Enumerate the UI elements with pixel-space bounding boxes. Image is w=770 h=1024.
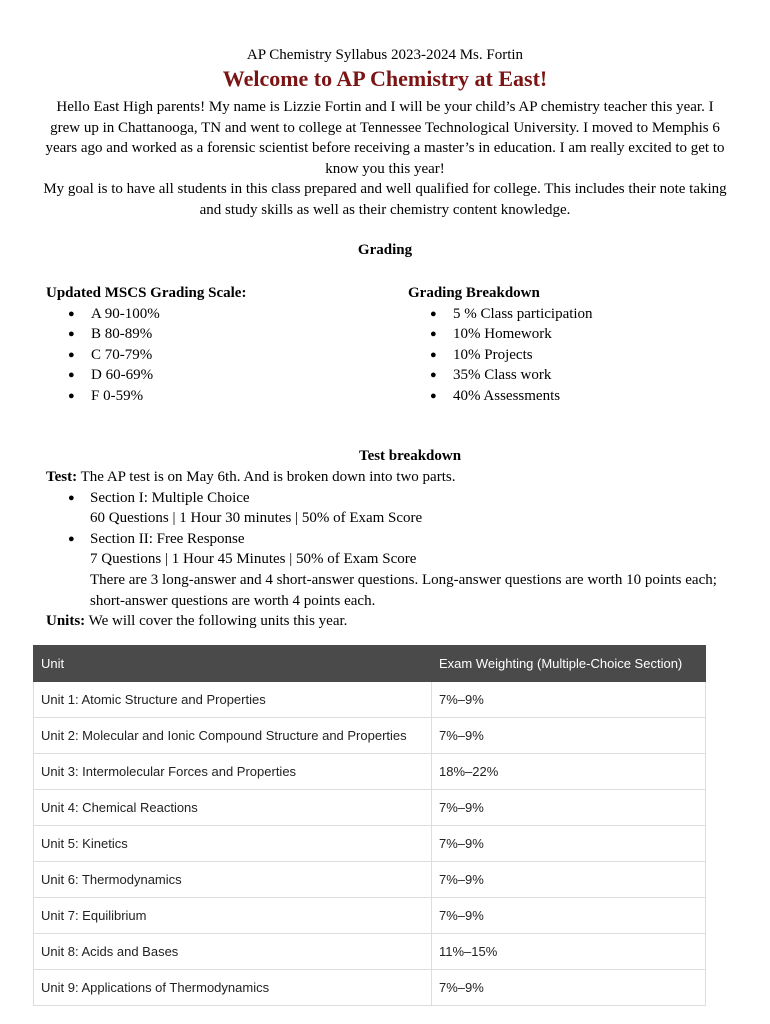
unit-cell: Unit 7: Equilibrium: [34, 898, 432, 934]
weighting-cell: 7%–9%: [432, 970, 706, 1006]
weighting-cell: 7%–9%: [432, 826, 706, 862]
grading-heading: Grading: [357, 242, 413, 258]
list-item: ● 5 % Class participation: [408, 304, 738, 325]
unit-cell: Unit 3: Intermolecular Forces and Properties: [34, 754, 432, 790]
unit-cell: Unit 4: Chemical Reactions: [34, 790, 432, 826]
list-item: ● D 60-69%: [46, 365, 376, 386]
weighting-cell: 11%–15%: [432, 934, 706, 970]
weighting-cell: 18%–22%: [432, 754, 706, 790]
list-item: ● C 70-79%: [46, 345, 376, 366]
grading-breakdown: [408, 283, 738, 407]
test-label: Test:: [46, 469, 78, 485]
column-header-weighting: Exam Weighting (Multiple-Choice Section): [432, 646, 706, 682]
weighting-cell: 7%–9%: [432, 790, 706, 826]
column-header-unit: Unit: [34, 646, 432, 682]
page-title: Welcome to AP Chemistry at East!: [222, 66, 548, 91]
intro-paragraph-1: Hello East High parents! My name is Lizzie Fortin and I will be your child’s AP chemistry teacher this year. I grew up in Chattanooga, TN and went to college at Tennessee Technological University. I moved to Memphis 6 years ago and worked as a forensic scientist before receiving a master’s in education. I am really excited to get to know you this year!: [45, 99, 725, 177]
list-item: ● 35% Class work: [408, 365, 738, 386]
table-row: [34, 826, 706, 862]
test-text: The AP test is on May 6th. And is broken down into two parts.: [77, 469, 456, 485]
units-table: [33, 645, 706, 1006]
unit-cell: Unit 9: Applications of Thermodynamics: [34, 970, 432, 1006]
units-label: Units:: [46, 613, 86, 630]
list-item: ● B 80-89%: [46, 324, 376, 345]
grading-scale-title: Updated MSCS Grading Scale:: [46, 285, 247, 301]
list-item: ● A 90-100%: [46, 304, 376, 325]
header-line: AP Chemistry Syllabus 2023-2024 Ms. Fortin: [246, 47, 524, 63]
grading-breakdown-list: [408, 304, 738, 407]
test-breakdown-heading: Test breakdown: [358, 448, 462, 464]
table-row: [34, 754, 706, 790]
list-item: ● F 0-59%: [46, 386, 376, 407]
table-row: [34, 934, 706, 970]
test-intro: [46, 467, 736, 488]
unit-cell: Unit 2: Molecular and Ionic Compound Structure and Properties: [34, 718, 432, 754]
list-item: ● 10% Homework: [408, 324, 738, 345]
section-2-detail: 7 Questions | 1 Hour 45 Minutes | 50% of Exam Score: [90, 551, 417, 568]
section-1-detail: 60 Questions | 1 Hour 30 minutes | 50% of Exam Score: [90, 510, 423, 527]
weighting-cell: 7%–9%: [432, 862, 706, 898]
unit-cell: Unit 6: Thermodynamics: [34, 862, 432, 898]
grading-scale-list: [46, 304, 376, 407]
table-row: [34, 718, 706, 754]
intro-paragraph-2: My goal is to have all students in this class prepared and well qualified for college. This includes their note taking and study skills as well as their chemistry content knowledge.: [43, 181, 727, 218]
unit-cell: Unit 5: Kinetics: [34, 826, 432, 862]
table-row: [34, 862, 706, 898]
section-2-note: There are 3 long-answer and 4 short-answer questions. Long-answer questions are worth 10 points each; short-answer questions are worth 4 points each.: [90, 571, 717, 609]
weighting-cell: 7%–9%: [432, 682, 706, 718]
table-row: [34, 790, 706, 826]
intro-section: [40, 97, 730, 221]
units-text: We will cover the following units this year.: [85, 613, 348, 630]
unit-cell: Unit 8: Acids and Bases: [34, 934, 432, 970]
weighting-cell: 7%–9%: [432, 898, 706, 934]
section-1: ● Section I: Multiple Choice: [46, 488, 736, 509]
weighting-cell: 7%–9%: [432, 718, 706, 754]
units-intro: [46, 611, 736, 632]
test-breakdown: [46, 467, 736, 632]
table-row: [34, 682, 706, 718]
table-row: [34, 970, 706, 1006]
section-2: ● Section II: Free Response: [46, 529, 736, 550]
table-row: [34, 898, 706, 934]
grading-scale: [46, 283, 376, 407]
list-item: ● 10% Projects: [408, 345, 738, 366]
grading-breakdown-title: Grading Breakdown: [408, 285, 540, 301]
list-item: ● 40% Assessments: [408, 386, 738, 407]
table-header-row: [34, 646, 706, 682]
unit-cell: Unit 1: Atomic Structure and Properties: [34, 682, 432, 718]
